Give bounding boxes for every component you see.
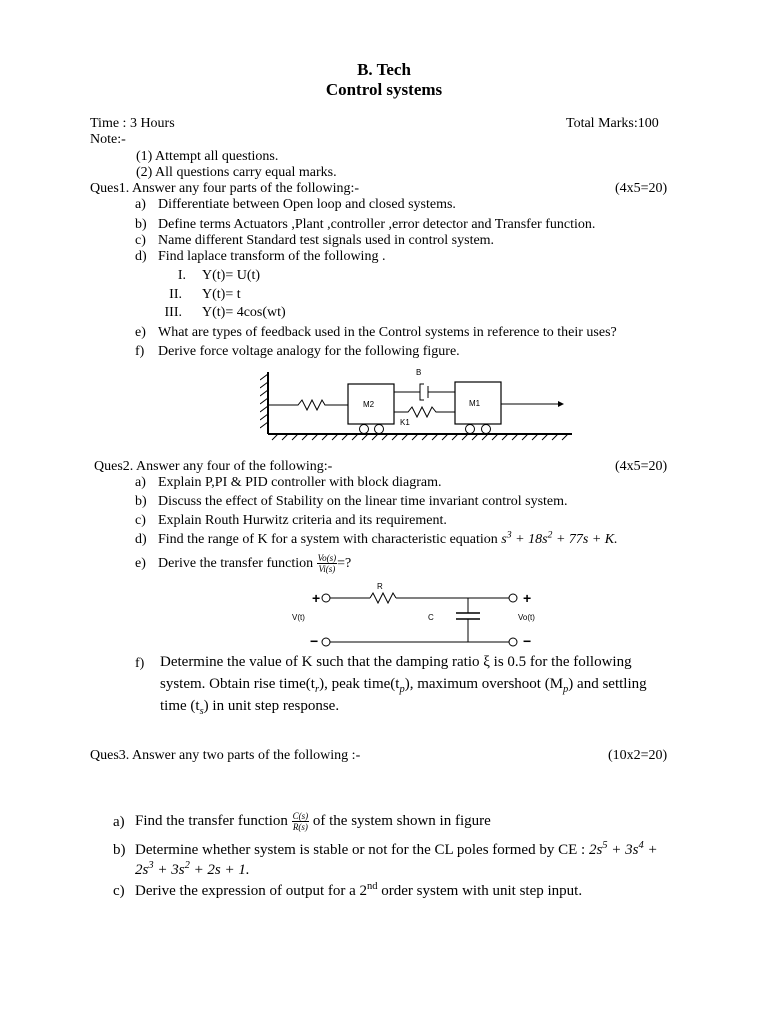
eq-exp: 4 xyxy=(638,840,644,851)
question-marks: (4x5=20) xyxy=(615,459,668,474)
item-text: Differentiate between Open loop and closed systems. xyxy=(158,197,456,212)
terminal xyxy=(509,638,517,646)
question-heading: Ques2. Answer any four of the following:- xyxy=(94,459,333,474)
subitem-label: III. xyxy=(164,305,182,320)
wheel xyxy=(466,425,475,434)
eq-part: + xyxy=(643,842,658,858)
vin-label: V(t) xyxy=(292,613,305,622)
capacitor-label: C xyxy=(428,613,434,622)
fraction-numerator: Vo(s) xyxy=(317,553,337,564)
item-text xyxy=(158,529,618,548)
total-marks-label: Total Marks:100 xyxy=(566,116,659,131)
item-label: f) xyxy=(135,656,145,671)
eq-part: + 3s xyxy=(607,842,639,858)
item-label: a) xyxy=(135,197,146,212)
note-item: (1) Attempt all questions. xyxy=(136,149,279,164)
question-heading: Ques1. Answer any four parts of the following:- xyxy=(90,181,360,196)
text-part: time (t xyxy=(160,698,200,714)
item-text xyxy=(160,695,339,717)
question-marks: (10x2=20) xyxy=(608,748,668,763)
wheel xyxy=(375,425,384,434)
fraction-denominator: Vi(s) xyxy=(318,564,336,575)
note-label: Note:- xyxy=(90,132,126,147)
text-part: order system with unit step input. xyxy=(377,883,583,899)
superscript: nd xyxy=(367,881,378,892)
item-label: c) xyxy=(135,233,146,248)
item-text: Define terms Actuators ,Plant ,controller ,error detector and Transfer function. xyxy=(158,217,596,232)
eq-part: + 18s xyxy=(511,532,548,547)
vo-label: Vo(t) xyxy=(518,613,535,622)
subscript: r xyxy=(314,684,320,695)
eq-exp: 3 xyxy=(506,529,512,541)
minus-sign: − xyxy=(523,633,532,649)
item-text xyxy=(135,839,658,861)
text-part: ), maximum overshoot (M xyxy=(404,676,564,692)
item-text: Derive force voltage analogy for the following figure. xyxy=(158,344,460,359)
eq-exp: 2 xyxy=(184,860,190,871)
char-eq xyxy=(589,842,658,858)
item-label: b) xyxy=(135,494,147,509)
item-text: Explain Routh Hurwitz criteria and its requirement. xyxy=(158,513,447,528)
spring-k1 xyxy=(394,407,455,417)
transfer-fraction xyxy=(292,811,310,832)
subitem-label: II. xyxy=(169,287,182,302)
text-part: ) in unit step response. xyxy=(203,698,340,714)
char-eq xyxy=(501,529,618,547)
eq-exp: 3 xyxy=(148,860,154,871)
item-text xyxy=(135,880,582,902)
terminal xyxy=(509,594,517,602)
eq-part: + 3s xyxy=(153,862,185,878)
fraction-denominator: R(s) xyxy=(292,822,308,833)
eq-exp: 5 xyxy=(602,840,608,851)
note-item: (2) All questions carry equal marks. xyxy=(136,165,337,180)
item-text xyxy=(160,673,647,695)
eq-part: s xyxy=(501,532,507,547)
item-text: Name different Standard test signals used in control system. xyxy=(158,233,495,248)
resistor-label: R xyxy=(377,582,383,591)
spring-k2 xyxy=(268,400,348,410)
item-text-main: Derive the transfer function xyxy=(158,556,317,571)
plus-sign: + xyxy=(312,590,321,606)
item-text: Discuss the effect of Stability on the linear time invariant control system. xyxy=(158,494,568,509)
text-part: ) and settling xyxy=(568,676,647,692)
item-text xyxy=(158,550,351,578)
item-label: b) xyxy=(113,842,126,858)
item-text xyxy=(135,859,250,881)
subscript: p xyxy=(399,684,405,695)
minus-sign: − xyxy=(310,633,319,649)
item-text: Determine the value of K such that the damping ratio ξ is 0.5 for the following xyxy=(160,654,632,670)
subscript: p xyxy=(563,684,569,695)
item-label: e) xyxy=(135,556,146,571)
subject-title: Control systems xyxy=(325,80,443,99)
item-text xyxy=(135,805,491,837)
item-label: a) xyxy=(113,814,125,830)
terminal xyxy=(322,638,330,646)
rc-circuit-figure xyxy=(280,580,550,650)
plus-sign: + xyxy=(523,590,532,606)
fraction-numerator: C(s) xyxy=(292,811,309,822)
time-label: Time : 3 Hours xyxy=(90,116,175,131)
item-label: e) xyxy=(135,325,146,340)
text-part: Derive the expression of output for a 2 xyxy=(135,883,368,899)
item-text: Find laplace transform of the following . xyxy=(158,249,386,264)
subitem-text: Y(t)= 4cos(wt) xyxy=(202,305,286,320)
item-label: f) xyxy=(135,344,145,359)
text-part: Find the transfer function xyxy=(135,813,292,829)
eq-part: + 77s + K. xyxy=(552,532,618,547)
item-label: b) xyxy=(135,217,147,232)
eq-part: 2s xyxy=(588,842,603,858)
resistor xyxy=(370,593,396,603)
mechanical-system-figure xyxy=(260,364,580,444)
item-text-main: Find the range of K for a system with characteristic equation xyxy=(158,532,502,547)
text-part: Determine whether system is stable or not for the CL poles formed by CE : xyxy=(135,842,589,858)
subscript: s xyxy=(199,706,204,717)
damper-label: B xyxy=(416,368,422,377)
item-text: Explain P,PI & PID controller with block diagram. xyxy=(158,475,442,490)
item-label: c) xyxy=(113,883,125,899)
k1-label: K1 xyxy=(400,418,410,427)
fraction-tail: =? xyxy=(337,556,352,571)
m2-label: M2 xyxy=(363,400,375,409)
terminal xyxy=(322,594,330,602)
exam-title: B. Tech xyxy=(357,60,411,79)
arrow-head-icon xyxy=(558,401,564,407)
subitem-text: Y(t)= U(t) xyxy=(202,268,261,283)
item-label: d) xyxy=(135,532,147,547)
transfer-fraction xyxy=(317,553,338,574)
item-text: What are types of feedback used in the Control systems in reference to their uses? xyxy=(158,325,617,340)
text-part: of the system shown in figure xyxy=(309,813,491,829)
item-label: c) xyxy=(135,513,146,528)
m1-label: M1 xyxy=(469,399,481,408)
eq-part: + 2s + 1. xyxy=(189,862,250,878)
item-label: a) xyxy=(135,475,146,490)
text-part: system. Obtain rise time(t xyxy=(160,676,315,692)
item-label: d) xyxy=(135,249,147,264)
wheel xyxy=(360,425,369,434)
text-part: ), peak time(t xyxy=(319,676,400,692)
subitem-text: Y(t)= t xyxy=(202,287,241,302)
eq-exp: 2 xyxy=(547,529,553,541)
question-marks: (4x5=20) xyxy=(615,181,668,196)
subitem-label: I. xyxy=(177,268,186,283)
eq-part: 2s xyxy=(135,862,149,878)
wheel xyxy=(482,425,491,434)
question-heading: Ques3. Answer any two parts of the following :- xyxy=(90,748,361,763)
